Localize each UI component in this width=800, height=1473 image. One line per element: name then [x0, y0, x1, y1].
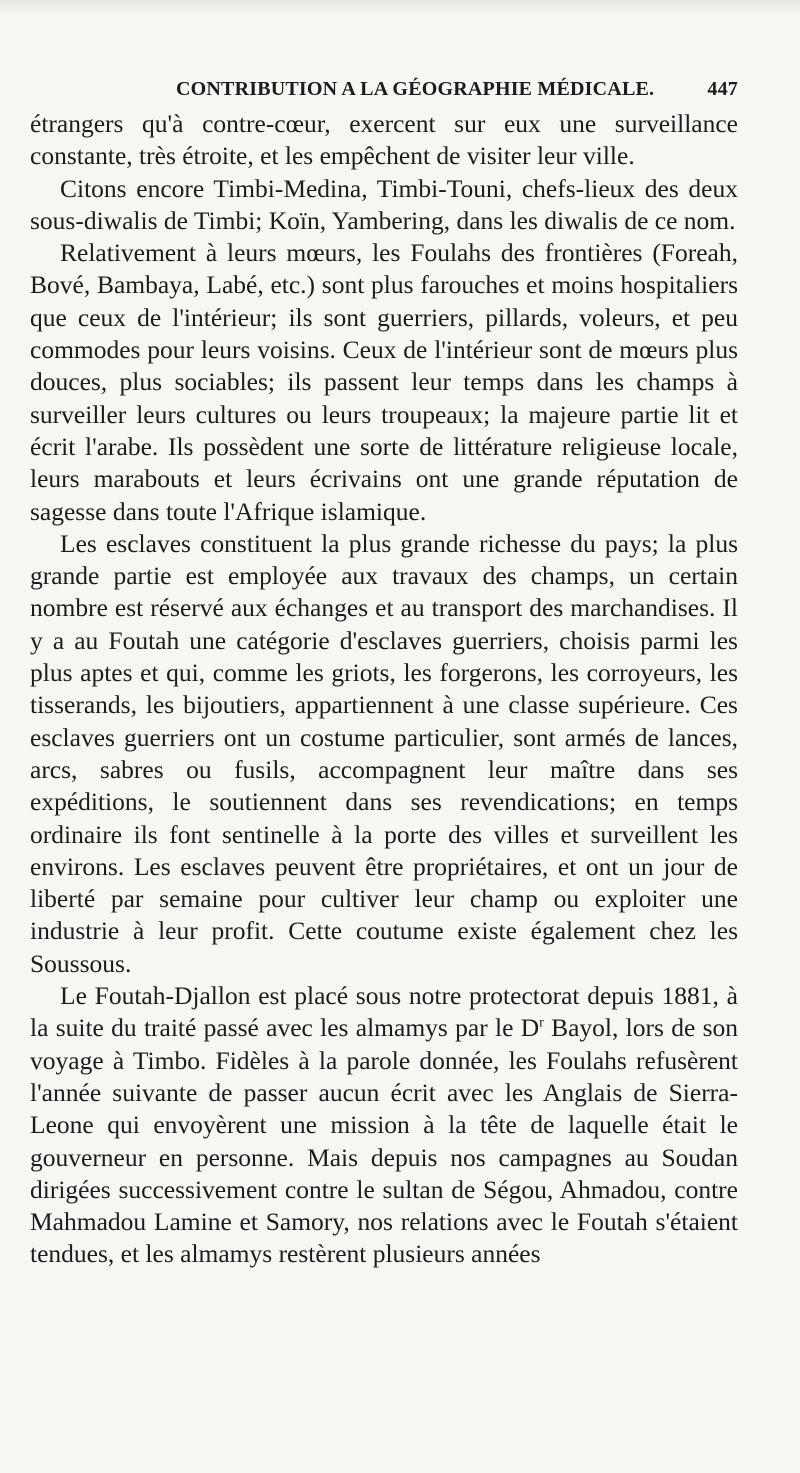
doctor-abbrev-superscript: r	[539, 1015, 544, 1031]
protectorate-text-start: Le Foutah-Djallon est placé sous notre protectorat depuis 1881, à la suite du traité passé avec les almamys par le D	[30, 981, 738, 1043]
running-header	[30, 70, 738, 104]
paragraph-towns: Citons encore Timbi-Medina, Timbi-Touni, chefs-lieux des deux sous-diwalis de Timbi; Koïn, Yambering, dans les diwalis de ce nom.	[30, 173, 738, 235]
paragraph-protectorate	[30, 980, 738, 1271]
paragraph-continuation: étrangers qu'à contre-cœur, exercent sur eux une surveillance constante, très étroite, et les empêchent de visiter leur ville.	[30, 109, 738, 171]
page-number: 447	[707, 78, 738, 100]
paragraph-slaves: Les esclaves constituent la plus grande richesse du pays; la plus grande partie est employée aux travaux des champs, un certain nombre est réservé aux échanges et au transport des marchandises. Il y a au Foutah une catégorie d'esclaves guerriers, choisis parmi les plus aptes et qui, comme les griots, les forgerons, les corroyeurs, les tisserands, les bijoutiers, appartiennent à une classe supérieure. Ces esclaves guerriers ont un costume particulier, sont armés de lances, arcs, sabres ou fusils, accompagnent leur maître dans ses expéditions, le soutiennent dans ses revendications; en temps ordinaire ils font sentinelle à la porte des villes et surveillent les environs. Les esclaves peuvent être propriétaires, et ont un jour de liberté par semaine pour cultiver leur champ ou exploiter une industrie à leur profit. Cette coutume existe également chez les Soussous.	[30, 528, 738, 978]
paragraph-mores: Relativement à leurs mœurs, les Foulahs des frontières (Foreah, Bové, Bambaya, Labé, etc.) sont plus farouches et moins hospitaliers que ceux de l'intérieur; ils sont guerriers, pillards, voleurs, et peu commodes pour leurs voisins. Ceux de l'intérieur sont de mœurs plus douces, plus sociables; ils passent leur temps dans les champs à surveiller leurs cultures ou leurs troupeaux; la majeure partie lit et écrit l'arabe. Ils possèdent une sorte de littérature religieuse locale, leurs marabouts et leurs écrivains ont une grande réputation de sagesse dans toute l'Afrique islamique.	[30, 238, 738, 526]
book-page	[30, 70, 738, 1271]
running-title: CONTRIBUTION A LA GÉOGRAPHIE MÉDICALE.	[176, 78, 655, 100]
body-text	[30, 108, 738, 1271]
protectorate-text-end: Bayol, lors de son voyage à Timbo. Fidèles à la parole donnée, les Foulahs refusèrent l'année suivante de passer aucun écrit avec les Anglais de Sierra-Leone qui envoyèrent une mission à la tête de laquelle était le gouverneur en personne. Mais depuis nos campagnes au Soudan dirigées successivement contre le sultan de Ségou, Ahmadou, contre Mahmadou Lamine et Samory, nos relations avec le Foutah s'étaient tendues, et les almamys restèrent plusieurs années	[30, 1013, 739, 1269]
page-top-edge	[0, 0, 800, 14]
